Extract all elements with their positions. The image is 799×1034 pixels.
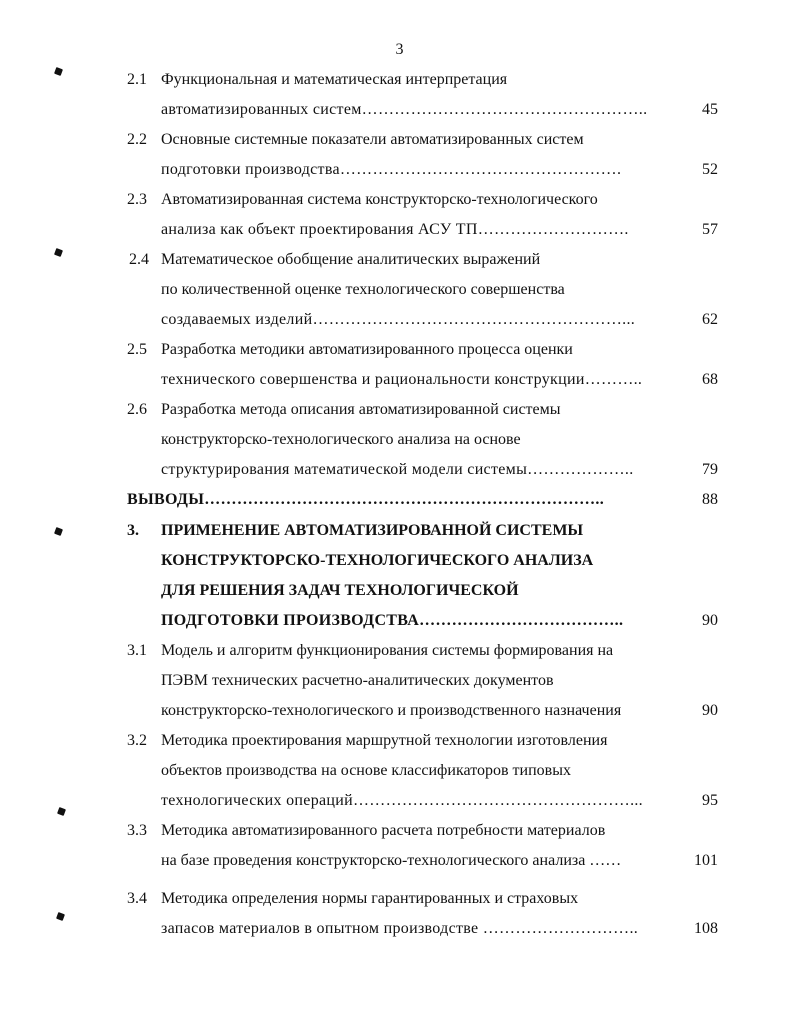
section-number: 2.5	[127, 341, 147, 358]
toc-entry-line	[0, 95, 799, 125]
toc-entry-line	[0, 606, 799, 636]
toc-entry-3	[0, 516, 799, 546]
toc-entry-line	[0, 846, 799, 876]
toc-entry-conclusions	[0, 485, 799, 515]
toc-entry-2-3	[0, 185, 799, 215]
toc-entry-3-2	[0, 726, 799, 756]
entry-title-line: на базе проведения конструкторско-технологического анализа ……	[161, 852, 622, 869]
entry-title-line: автоматизированных систем……………………………………………..	[161, 101, 648, 118]
entry-title-line: Разработка метода описания автоматизированной системы	[161, 401, 561, 418]
toc-entry-2-1	[0, 65, 799, 95]
page-ref: 62	[702, 311, 718, 328]
page-ref: 108	[694, 920, 718, 937]
entry-title-line: ДЛЯ РЕШЕНИЯ ЗАДАЧ ТЕХНОЛОГИЧЕСКОЙ	[161, 582, 519, 599]
toc-entry-line	[0, 756, 799, 786]
toc-entry-line	[0, 155, 799, 185]
page-ref: 101	[694, 852, 718, 869]
toc-entry-line	[0, 215, 799, 245]
conclusions-label: ВЫВОДЫ………………………………………………………………..	[127, 491, 605, 508]
section-number: 2.3	[127, 191, 147, 208]
entry-title-line: анализа как объект проектирования АСУ ТП……………………….	[161, 221, 629, 238]
entry-title-line: ПЭВМ технических расчетно-аналитических документов	[161, 672, 554, 689]
toc-entry-line	[0, 666, 799, 696]
section-number: 3.4	[127, 890, 147, 907]
section-number: 2.6	[127, 401, 147, 418]
page-ref: 90	[702, 612, 718, 629]
toc-entry-line	[0, 576, 799, 606]
page-ref: 68	[702, 371, 718, 388]
page-ref: 57	[702, 221, 718, 238]
entry-title-line: Математическое обобщение аналитических выражений	[161, 251, 541, 268]
entry-title-line: конструкторско-технологического анализа на основе	[161, 431, 521, 448]
entry-title-line: Методика определения нормы гарантированных и страховых	[161, 890, 579, 907]
page-ref: 88	[702, 491, 718, 508]
entry-title-line: Функциональная и математическая интерпретация	[161, 71, 508, 88]
entry-title-line: КОНСТРУКТОРСКО-ТЕХНОЛОГИЧЕСКОГО АНАЛИЗА	[161, 552, 594, 569]
toc-entry-line	[0, 305, 799, 335]
section-number: 2.4	[129, 251, 149, 268]
toc-entry-line	[0, 365, 799, 395]
page-number: 3	[395, 41, 404, 58]
toc-entry-2-2	[0, 125, 799, 155]
toc-entry-line	[0, 546, 799, 576]
entry-title-line: подготовки производства…………………………………………….	[161, 161, 622, 178]
entry-title-line: объектов производства на основе классификаторов типовых	[161, 762, 571, 779]
entry-title-line: Основные системные показатели автоматизированных систем	[161, 131, 584, 148]
page-ref: 79	[702, 461, 718, 478]
entry-title-line: Модель и алгоритм функционирования системы формирования на	[161, 642, 614, 659]
entry-title-line: технологических операций……………………………………………...	[161, 792, 643, 809]
toc-entry-2-4	[0, 245, 799, 275]
entry-title-line: по количественной оценке технологического совершенства	[161, 281, 565, 298]
entry-title-line: Автоматизированная система конструкторско-технологического	[161, 191, 598, 208]
section-number: 3.	[127, 522, 139, 539]
entry-title-line: ПОДГОТОВКИ ПРОИЗВОДСТВА………………………………..	[161, 612, 624, 629]
toc-entry-line	[0, 275, 799, 305]
entry-title-line: запасов материалов в опытном производстве ………………………..	[161, 920, 639, 937]
page-ref: 52	[702, 161, 718, 178]
section-number: 3.1	[127, 642, 147, 659]
toc-entry-line	[0, 786, 799, 816]
page-ref: 95	[702, 792, 718, 809]
toc-entry-3-1	[0, 636, 799, 666]
entry-title-line: конструкторско-технологического и производственного назначения	[161, 702, 622, 719]
section-number: 3.3	[127, 822, 147, 839]
toc-entry-line	[0, 425, 799, 455]
section-number: 3.2	[127, 732, 147, 749]
toc-entry-line	[0, 455, 799, 485]
toc-entry-2-5	[0, 335, 799, 365]
page-ref: 90	[702, 702, 718, 719]
entry-title-line: структурирования математической модели системы………………..	[161, 461, 634, 478]
entry-title-line: Разработка методики автоматизированного процесса оценки	[161, 341, 573, 358]
entry-title-line: Методика автоматизированного расчета потребности материалов	[161, 822, 606, 839]
toc-entry-line	[0, 914, 799, 944]
entry-title-line: ПРИМЕНЕНИЕ АВТОМАТИЗИРОВАННОЙ СИСТЕМЫ	[161, 522, 584, 539]
entry-title-line	[127, 485, 604, 515]
section-number: 2.1	[127, 71, 147, 88]
entry-title-line: Методика проектирования маршрутной технологии изготовления	[161, 732, 608, 749]
entry-title-line: технического совершенства и рациональности конструкции………..	[161, 371, 643, 388]
toc-entry-3-4	[0, 884, 799, 914]
entry-title-line: создаваемых изделий…………………………………………………...	[161, 311, 636, 328]
toc-entry-2-6	[0, 395, 799, 425]
toc-entry-line	[0, 696, 799, 726]
page-ref: 45	[702, 101, 718, 118]
section-number: 2.2	[127, 131, 147, 148]
toc-entry-3-3	[0, 816, 799, 846]
